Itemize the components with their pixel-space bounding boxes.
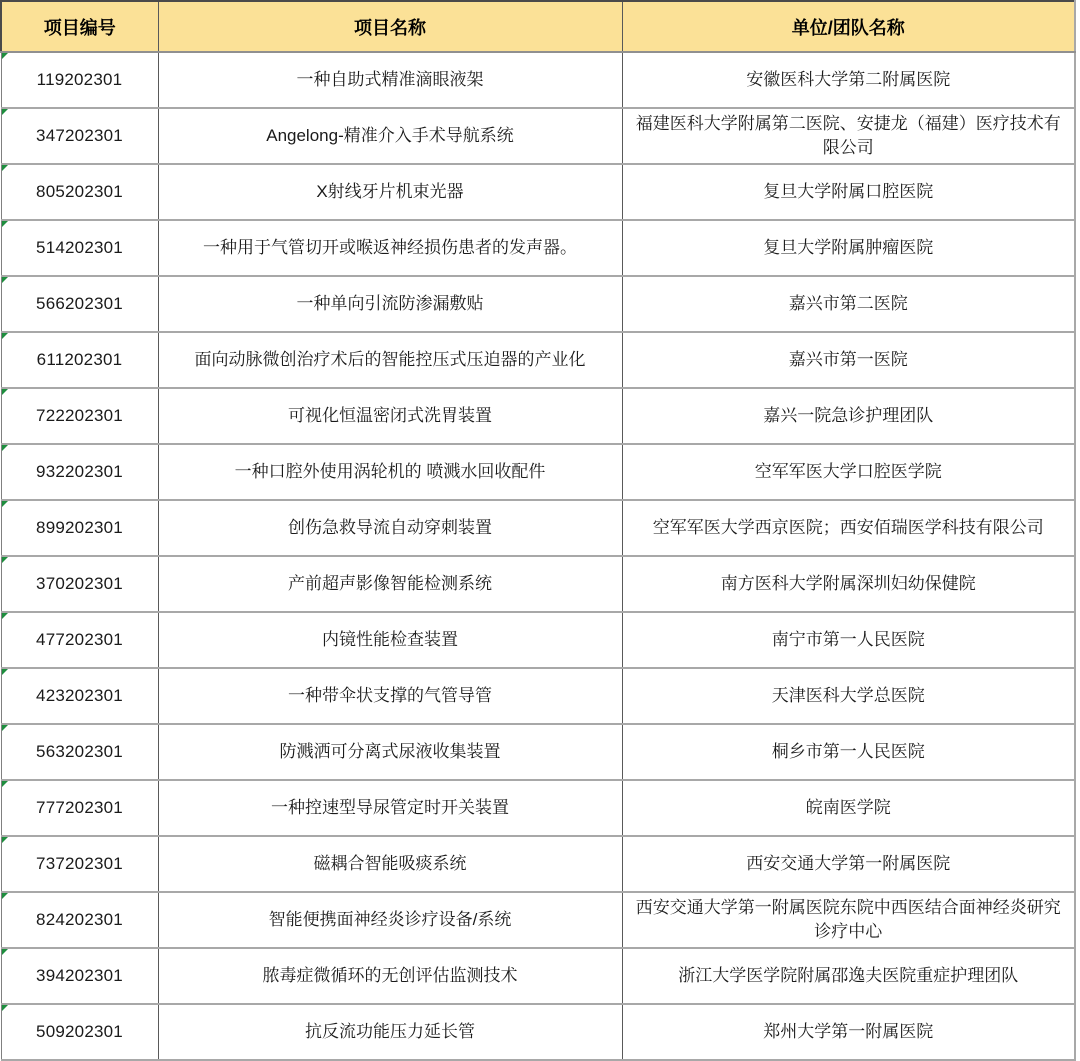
project-name-cell[interactable] xyxy=(158,780,622,836)
unit-name-cell[interactable] xyxy=(622,332,1075,388)
project-code: 722202301 xyxy=(36,406,123,425)
unit-name-cell[interactable] xyxy=(622,612,1075,668)
number-stored-as-text-indicator-icon xyxy=(2,333,8,339)
project-name-cell[interactable] xyxy=(158,108,622,164)
number-stored-as-text-indicator-icon xyxy=(2,669,8,675)
unit-name-cell[interactable] xyxy=(622,52,1075,108)
unit-name-cell[interactable] xyxy=(622,892,1075,948)
project-code: 737202301 xyxy=(36,854,123,873)
unit-name: 空军军医大学西京医院；西安佰瑞医学科技有限公司 xyxy=(652,518,1044,537)
project-name: 一种带伞状支撑的气管导管 xyxy=(288,686,492,705)
project-code: 119202301 xyxy=(36,70,123,89)
number-stored-as-text-indicator-icon xyxy=(2,837,8,843)
project-name-cell[interactable] xyxy=(158,836,622,892)
project-code: 899202301 xyxy=(36,518,123,537)
project-code-cell[interactable] xyxy=(1,164,158,220)
table-row xyxy=(1,164,1075,220)
project-name-cell[interactable] xyxy=(158,500,622,556)
project-code: 477202301 xyxy=(36,630,123,649)
unit-name-cell[interactable] xyxy=(622,556,1075,612)
project-code: 394202301 xyxy=(36,966,123,985)
table-row xyxy=(1,780,1075,836)
project-name-cell[interactable] xyxy=(158,892,622,948)
number-stored-as-text-indicator-icon xyxy=(2,613,8,619)
project-name-cell[interactable] xyxy=(158,164,622,220)
project-name: 一种自助式精准滴眼液架 xyxy=(296,70,484,89)
project-name: X射线牙片机束光器 xyxy=(316,182,464,201)
number-stored-as-text-indicator-icon xyxy=(2,445,8,451)
project-name: 抗反流功能压力延长管 xyxy=(305,1022,475,1041)
project-code: 514202301 xyxy=(36,238,123,257)
project-code: 563202301 xyxy=(36,742,123,761)
unit-name: 桐乡市第一人民医院 xyxy=(771,742,925,761)
project-name: 一种用于气管切开或喉返神经损伤患者的发声器。 xyxy=(203,238,577,257)
number-stored-as-text-indicator-icon xyxy=(2,389,8,395)
project-name-cell[interactable] xyxy=(158,1004,622,1060)
project-code: 370202301 xyxy=(36,574,123,593)
number-stored-as-text-indicator-icon xyxy=(2,165,8,171)
project-name-cell[interactable] xyxy=(158,220,622,276)
project-name-cell[interactable] xyxy=(158,52,622,108)
project-code: 347202301 xyxy=(36,126,123,145)
table-row xyxy=(1,108,1075,164)
project-name: 脓毒症微循环的无创评估监测技术 xyxy=(262,966,518,985)
unit-name: 南宁市第一人民医院 xyxy=(771,630,925,649)
table-row xyxy=(1,556,1075,612)
number-stored-as-text-indicator-icon xyxy=(2,949,8,955)
unit-name-cell[interactable] xyxy=(622,388,1075,444)
unit-name-cell[interactable] xyxy=(622,220,1075,276)
project-code-cell[interactable] xyxy=(1,612,158,668)
column-header-project-name: 项目名称 xyxy=(158,1,622,52)
unit-name-cell[interactable] xyxy=(622,780,1075,836)
number-stored-as-text-indicator-icon xyxy=(2,53,8,59)
project-name: 产前超声影像智能检测系统 xyxy=(288,574,492,593)
unit-name-cell[interactable] xyxy=(622,836,1075,892)
number-stored-as-text-indicator-icon xyxy=(2,725,8,731)
project-name-cell[interactable] xyxy=(158,332,622,388)
number-stored-as-text-indicator-icon xyxy=(2,1005,8,1011)
project-name-cell[interactable] xyxy=(158,388,622,444)
project-code-cell[interactable] xyxy=(1,948,158,1004)
table-row xyxy=(1,948,1075,1004)
project-code-cell[interactable] xyxy=(1,444,158,500)
project-name-cell[interactable] xyxy=(158,556,622,612)
project-code: 777202301 xyxy=(36,798,123,817)
project-name-cell[interactable] xyxy=(158,444,622,500)
project-code-cell[interactable] xyxy=(1,52,158,108)
unit-name: 复旦大学附属肿瘤医院 xyxy=(763,238,934,257)
project-code-cell[interactable] xyxy=(1,108,158,164)
number-stored-as-text-indicator-icon xyxy=(2,277,8,283)
unit-name: 安徽医科大学第二附属医院 xyxy=(746,70,951,89)
table-row xyxy=(1,276,1075,332)
column-header-project-code: 项目编号 xyxy=(1,1,158,52)
project-code-cell[interactable] xyxy=(1,836,158,892)
table-row xyxy=(1,668,1075,724)
project-name: 一种单向引流防渗漏敷贴 xyxy=(296,294,484,313)
number-stored-as-text-indicator-icon xyxy=(2,557,8,563)
unit-name-cell[interactable] xyxy=(622,1004,1075,1060)
unit-name: 皖南医学院 xyxy=(805,798,891,817)
project-code-cell[interactable] xyxy=(1,220,158,276)
table-row xyxy=(1,444,1075,500)
unit-name-cell[interactable] xyxy=(622,668,1075,724)
project-code: 805202301 xyxy=(36,182,123,201)
project-name: 面向动脉微创治疗术后的智能控压式压迫器的产业化 xyxy=(194,350,586,369)
project-code: 509202301 xyxy=(36,1022,123,1041)
project-name-cell[interactable] xyxy=(158,724,622,780)
unit-name: 空军军医大学口腔医学院 xyxy=(754,462,942,481)
unit-name: 南方医科大学附属深圳妇幼保健院 xyxy=(720,574,976,593)
unit-name-cell[interactable] xyxy=(622,164,1075,220)
unit-name: 天津医科大学总医院 xyxy=(771,686,925,705)
project-code-cell[interactable] xyxy=(1,668,158,724)
project-name: Angelong-精准介入手术导航系统 xyxy=(266,126,514,145)
project-name: 智能便携面神经炎诊疗设备/系统 xyxy=(268,910,512,929)
table-header-row xyxy=(1,1,1075,52)
unit-name: 浙江大学医学院附属邵逸夫医院重症护理团队 xyxy=(678,966,1019,985)
project-name: 防溅洒可分离式尿液收集装置 xyxy=(279,742,501,761)
number-stored-as-text-indicator-icon xyxy=(2,781,8,787)
project-code-cell[interactable] xyxy=(1,500,158,556)
unit-name: 嘉兴市第一医院 xyxy=(788,350,908,369)
project-name: 内镜性能检查装置 xyxy=(322,630,458,649)
column-header-unit-name: 单位/团队名称 xyxy=(622,1,1075,52)
unit-name-cell[interactable] xyxy=(622,276,1075,332)
number-stored-as-text-indicator-icon xyxy=(2,221,8,227)
project-code-cell[interactable] xyxy=(1,332,158,388)
table-row xyxy=(1,332,1075,388)
project-code: 824202301 xyxy=(36,910,123,929)
project-code: 423202301 xyxy=(36,686,123,705)
table-row xyxy=(1,836,1075,892)
project-code-cell[interactable] xyxy=(1,780,158,836)
unit-name: 嘉兴一院急诊护理团队 xyxy=(763,406,934,425)
project-name: 可视化恒温密闭式洗胃装置 xyxy=(288,406,492,425)
unit-name-cell[interactable] xyxy=(622,724,1075,780)
table-row xyxy=(1,612,1075,668)
project-name: 一种控速型导尿管定时开关装置 xyxy=(271,798,509,817)
table-row xyxy=(1,220,1075,276)
project-name-cell[interactable] xyxy=(158,612,622,668)
project-name-cell[interactable] xyxy=(158,276,622,332)
project-code: 566202301 xyxy=(36,294,123,313)
unit-name: 福建医科大学附属第二医院、安捷龙（福建）医疗技术有限公司 xyxy=(635,114,1061,157)
project-code: 932202301 xyxy=(36,462,123,481)
project-code-cell[interactable] xyxy=(1,1004,158,1060)
project-name: 创伤急救导流自动穿刺装置 xyxy=(288,518,492,537)
project-name: 一种口腔外使用涡轮机的 喷溅水回收配件 xyxy=(234,462,546,481)
unit-name-cell[interactable] xyxy=(622,948,1075,1004)
unit-name-cell[interactable] xyxy=(622,444,1075,500)
number-stored-as-text-indicator-icon xyxy=(2,501,8,507)
project-code-cell[interactable] xyxy=(1,556,158,612)
unit-name: 郑州大学第一附属医院 xyxy=(763,1022,934,1041)
unit-name: 西安交通大学第一附属医院 xyxy=(746,854,951,873)
unit-name-cell[interactable] xyxy=(622,108,1075,164)
number-stored-as-text-indicator-icon xyxy=(2,893,8,899)
project-code-cell[interactable] xyxy=(1,276,158,332)
number-stored-as-text-indicator-icon xyxy=(2,109,8,115)
table-row xyxy=(1,892,1075,948)
project-code: 611202301 xyxy=(36,350,123,369)
project-code-cell[interactable] xyxy=(1,724,158,780)
project-name-cell[interactable] xyxy=(158,668,622,724)
table-row xyxy=(1,388,1075,444)
project-name: 磁耦合智能吸痰系统 xyxy=(313,854,467,873)
unit-name: 复旦大学附属口腔医院 xyxy=(763,182,934,201)
unit-name-cell[interactable] xyxy=(622,500,1075,556)
table-row xyxy=(1,1004,1075,1060)
table-row xyxy=(1,500,1075,556)
unit-name: 嘉兴市第二医院 xyxy=(788,294,908,313)
project-code-cell[interactable] xyxy=(1,892,158,948)
project-code-cell[interactable] xyxy=(1,388,158,444)
unit-name: 西安交通大学第一附属医院东院中西医结合面神经炎研究诊疗中心 xyxy=(635,898,1061,941)
project-name-cell[interactable] xyxy=(158,948,622,1004)
table-row xyxy=(1,724,1075,780)
table-row xyxy=(1,52,1075,108)
table-body xyxy=(1,52,1075,1060)
